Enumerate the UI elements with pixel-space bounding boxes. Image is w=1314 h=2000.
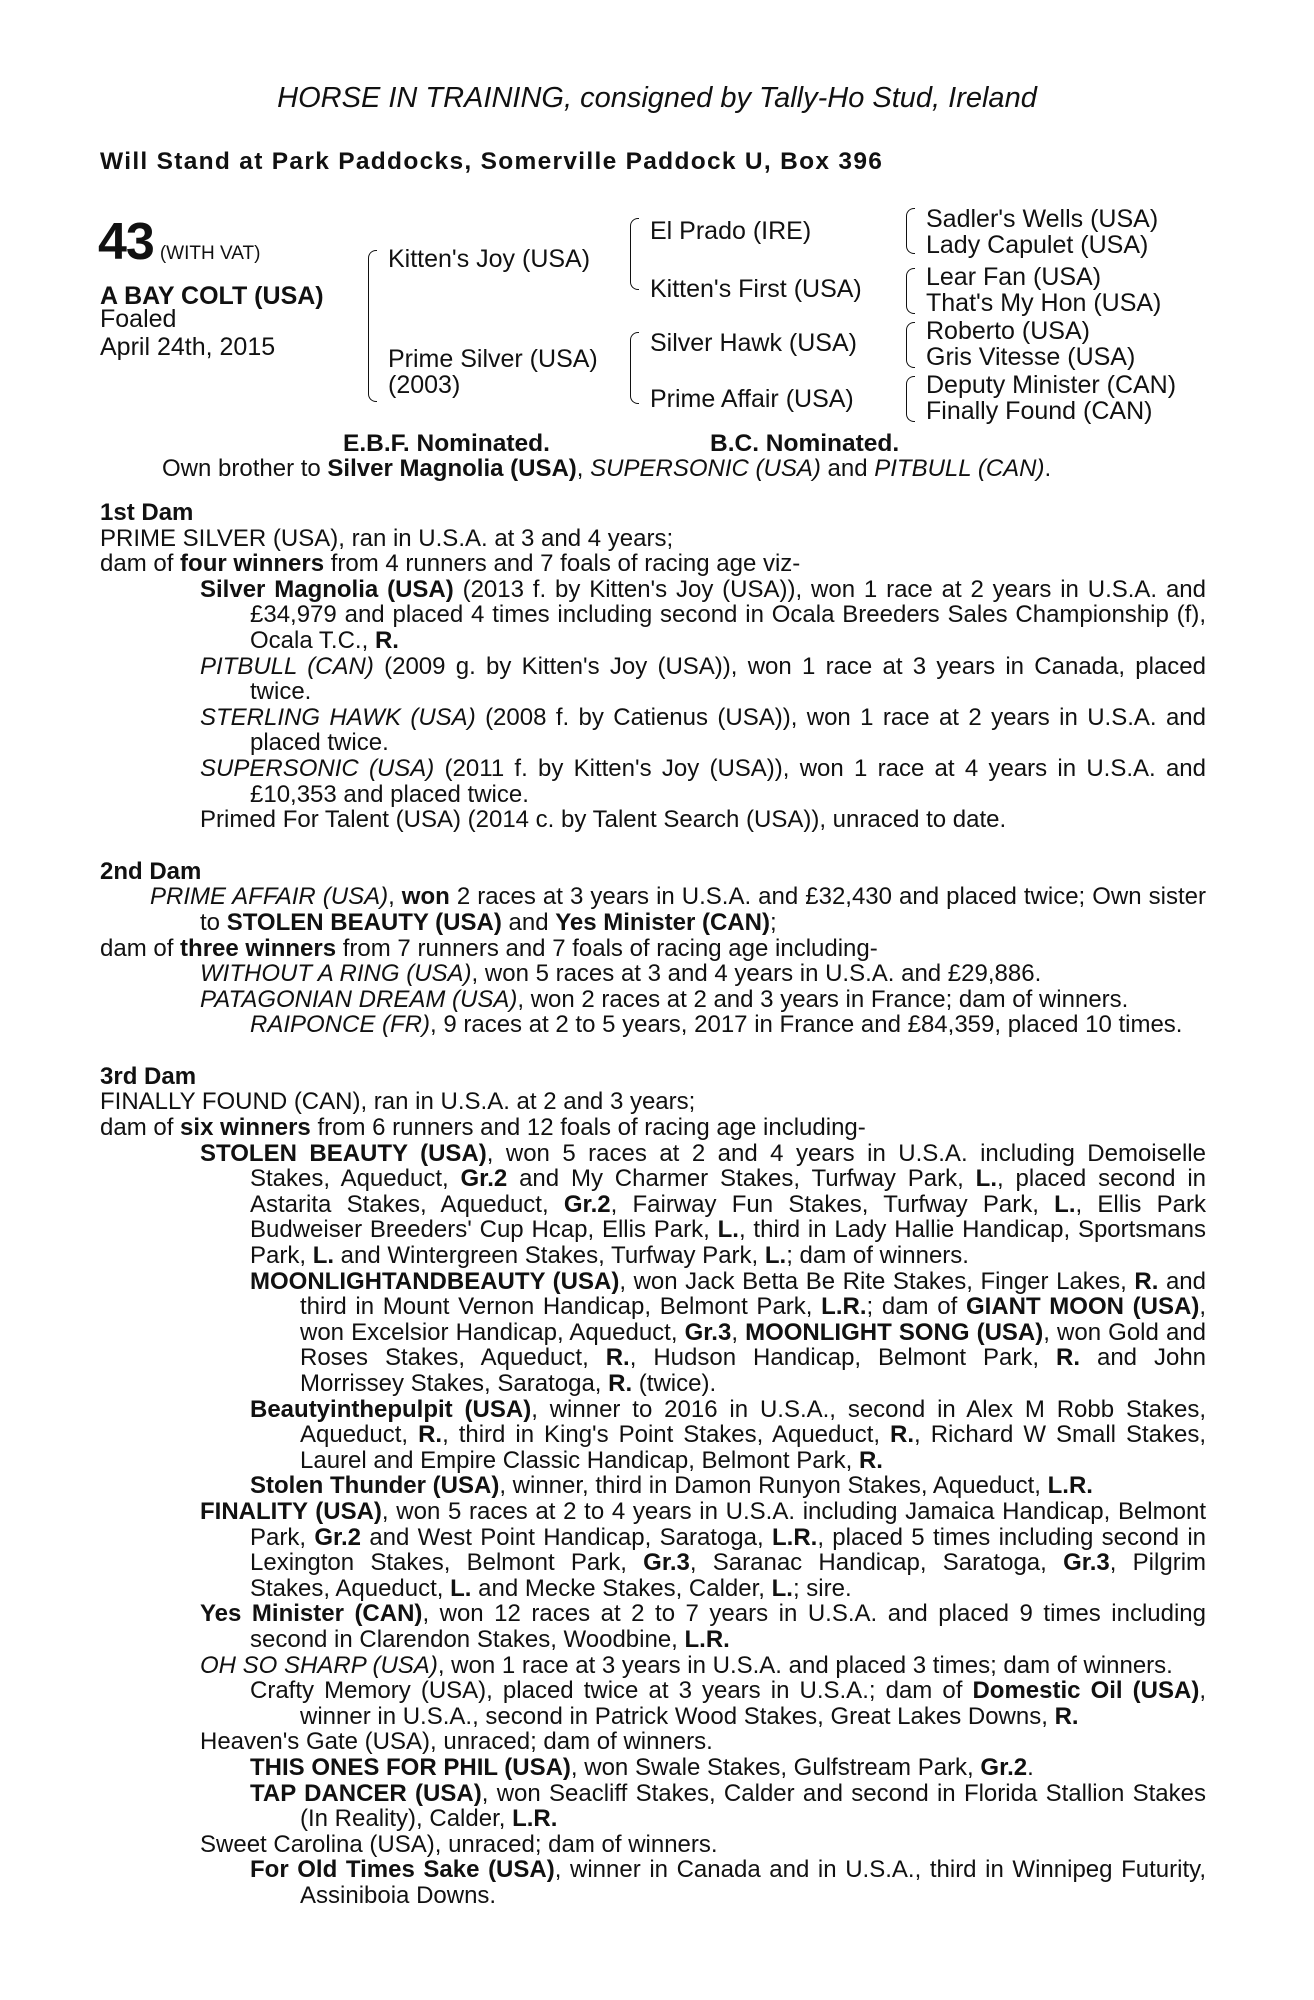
pedigree-ddd: Finally Found (CAN) — [926, 397, 1153, 425]
third-dam-produce: dam of six winners from 6 runners and 12 foals of racing age including- — [100, 1114, 866, 1142]
pedigree-sire-sire: El Prado (IRE) — [650, 217, 812, 245]
list-item: RAIPONCE (FR), 9 races at 2 to 5 years, 2017 in France and £84,359, placed 10 times. — [250, 1011, 1183, 1039]
foaled-date: April 24th, 2015 — [100, 333, 276, 361]
list-item: Beautyinthepulpit (USA), winner to 2016 in U.S.A., second in Alex M Robb Stakes, Aqueduct, R., third in King's Point Stakes, Aqueduct, R., Richard W Small Stakes, Laurel and Empire Classic Handicap, Belmont Park, R. — [250, 1395, 1207, 1474]
list-item: Stolen Thunder (USA), winner, third in Damon Runyon Stakes, Aqueduct, L.R. — [250, 1472, 1093, 1500]
catalogue-header: HORSE IN TRAINING, consigned by Tally-Ho Stud, Ireland — [277, 82, 1037, 114]
list-item: MOONLIGHTANDBEAUTY (USA), won Jack Betta Be Rite Stakes, Finger Lakes, R. and third in Mount Vernon Handicap, Belmont Park, L.R.; dam of GIANT MOON (USA), won Excelsior Handicap, Aqueduct, Gr.3, MOONLIGHT SONG (USA), won Gold and Roses Stakes, Aqueduct, R., Hudson Handicap, Belmont Park, R. and John Morrissey Stakes, Saratoga, R. (twice). — [250, 1267, 1207, 1397]
list-item: FINALITY (USA), won 5 races at 2 to 4 years in U.S.A. including Jamaica Handicap, Belmont Park, Gr.2 and West Point Handicap, Saratoga, L.R., placed 5 times including second in Lexington Stakes, Belmont Park, Gr.3, Saranac Handicap, Saratoga, Gr.3, Pilgrim Stakes, Aqueduct, L. and Mecke Stakes, Calder, L.; sire. — [200, 1497, 1207, 1602]
first-dam-produce: dam of four winners from 4 runners and 7 foals of racing age viz- — [100, 550, 801, 578]
pedigree-brace — [906, 322, 915, 368]
list-item: THIS ONES FOR PHIL (USA), won Swale Stakes, Gulfstream Park, Gr.2. — [250, 1753, 1034, 1781]
list-item: STERLING HAWK (USA) (2008 f. by Catienus (USA)), won 1 race at 2 years in U.S.A. and placed twice. — [200, 703, 1206, 757]
pedigree-dam: Prime Silver (USA) — [388, 345, 598, 373]
list-item: For Old Times Sake (USA), winner in Canada and in U.S.A., third in Winnipeg Futurity, Assiniboia Downs. — [250, 1856, 1206, 1909]
lot-number: 43 — [98, 213, 154, 271]
second-dam-line: PRIME AFFAIR (USA), won 2 races at 3 years in U.S.A. and £32,430 and placed twice; Own sister to STOLEN BEAUTY (USA) and Yes Minister (CAN); — [150, 883, 1206, 936]
first-dam-line: PRIME SILVER (USA), ran in U.S.A. at 3 and 4 years; — [100, 524, 674, 552]
third-dam-line: FINALLY FOUND (CAN), ran in U.S.A. at 2 and 3 years; — [100, 1088, 696, 1116]
dam-sections — [100, 500, 1206, 1908]
list-item: OH SO SHARP (USA), won 1 race at 3 years in U.S.A. and placed 3 times; dam of winners. — [200, 1651, 1173, 1679]
vat-note: (WITH VAT) — [159, 243, 261, 264]
pedigree-sds: Lear Fan (USA) — [926, 263, 1102, 291]
foaled-label: Foaled — [100, 305, 177, 333]
list-item: Crafty Memory (USA), placed twice at 3 years in U.S.A.; dam of Domestic Oil (USA), winner in U.S.A., second in Patrick Wood Stakes, Great Lakes Downs, R. — [250, 1677, 1206, 1730]
pedigree-sdd: That's My Hon (USA) — [926, 289, 1162, 317]
list-item: Sweet Carolina (USA), unraced; dam of winners. — [200, 1830, 718, 1858]
list-item: Primed For Talent (USA) (2014 c. by Talent Search (USA)), unraced to date. — [200, 806, 1007, 834]
pedigree-dss: Roberto (USA) — [926, 317, 1090, 345]
pedigree-dam-sire: Silver Hawk (USA) — [650, 329, 857, 357]
pedigree-ssd: Lady Capulet (USA) — [926, 231, 1149, 259]
list-item: TAP DANCER (USA), won Seacliff Stakes, Calder and second in Florida Stallion Stakes (In Reality), Calder, L.R. — [250, 1779, 1206, 1833]
list-item: WITHOUT A RING (USA), won 5 races at 3 and 4 years in U.S.A. and £29,886. — [200, 960, 1042, 988]
list-item: STOLEN BEAUTY (USA), won 5 races at 2 and 4 years in U.S.A. including Demoiselle Stakes, Aqueduct, Gr.2 and My Charmer Stakes, Turfway Park, L., placed second in Astarita Stakes, Aqueduct, Gr.2, Fairway Fun Stakes, Turfway Park, L., Ellis Park Budweiser Breeders' Cup Hcap, Ellis Park, L., third in Lady Hallie Handicap, Sportsmans Park, L. and Wintergreen Stakes, Turfway Park, L.; dam of winners. — [200, 1139, 1207, 1270]
stand-location: Will Stand at Park Paddocks, Somerville Paddock U, Box 396 — [100, 148, 884, 175]
pedigree-dsd: Gris Vitesse (USA) — [926, 343, 1136, 371]
pedigree-dds: Deputy Minister (CAN) — [926, 371, 1177, 399]
horse-description: A BAY COLT (USA) — [100, 282, 324, 310]
pedigree-dam-year: (2003) — [388, 371, 461, 399]
pedigree-dam-dam: Prime Affair (USA) — [650, 385, 854, 413]
pedigree-sire-dam: Kitten's First (USA) — [650, 275, 862, 303]
third-dam-heading: 3rd Dam — [100, 1062, 197, 1090]
list-item: PATAGONIAN DREAM (USA), won 2 races at 2 and 3 years in France; dam of winners. — [200, 985, 1129, 1013]
list-item: Silver Magnolia (USA) (2013 f. by Kitten's Joy (USA)), won 1 race at 2 years in U.S.A. and £34,979 and placed 4 times including second in Ocala Breeders Sales Championship (f), Ocala T.C., R. — [200, 575, 1206, 654]
second-dam-heading: 2nd Dam — [100, 857, 202, 885]
pedigree-brace — [906, 376, 915, 422]
pedigree-brace — [368, 250, 377, 402]
pedigree-brace — [630, 218, 639, 290]
bc-nomination: B.C. Nominated. — [710, 430, 900, 457]
list-item: PITBULL (CAN) (2009 g. by Kitten's Joy (USA)), won 1 race at 3 years in Canada, placed twice. — [200, 652, 1207, 706]
pedigree-sss: Sadler's Wells (USA) — [926, 205, 1159, 233]
second-dam-produce: dam of three winners from 7 runners and 7 foals of racing age including- — [100, 934, 878, 962]
own-brother-line: Own brother to Silver Magnolia (USA), SUPERSONIC (USA) and PITBULL (CAN). — [162, 455, 1052, 482]
ebf-nomination: E.B.F. Nominated. — [343, 430, 550, 457]
list-item: Heaven's Gate (USA), unraced; dam of winners. — [200, 1728, 713, 1756]
list-item: Yes Minister (CAN), won 12 races at 2 to 7 years in U.S.A. and placed 9 times including second in Clarendon Stakes, Woodbine, L.R. — [200, 1600, 1207, 1653]
pedigree-brace — [906, 208, 915, 254]
pedigree-brace — [906, 268, 915, 314]
first-dam-heading: 1st Dam — [100, 499, 194, 526]
list-item: SUPERSONIC (USA) (2011 f. by Kitten's Joy (USA)), won 1 race at 4 years in U.S.A. and £10,353 and placed twice. — [200, 754, 1206, 808]
pedigree-sire: Kitten's Joy (USA) — [388, 245, 591, 273]
pedigree-brace — [630, 332, 639, 404]
lot-block — [98, 212, 260, 272]
